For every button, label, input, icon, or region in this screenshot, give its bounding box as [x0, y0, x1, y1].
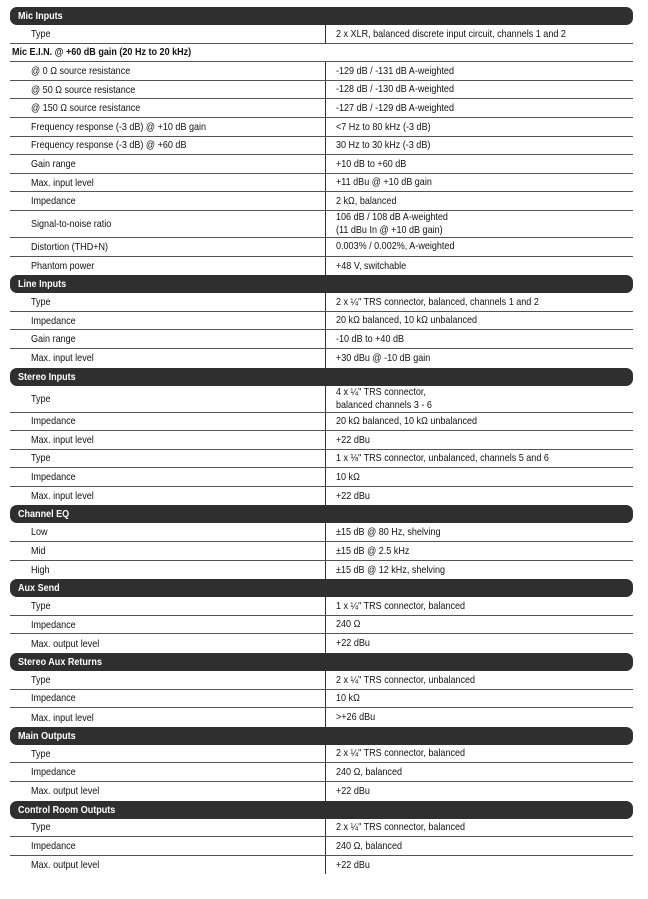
spec-value [325, 856, 633, 875]
spec-label [10, 81, 325, 99]
spec-value-text: 1 x ⅛" TRS connector, unbalanced, channels 5 and 6 [336, 452, 549, 465]
spec-row [10, 745, 633, 764]
spec-label-text: Frequency response (-3 dB) @ +10 dB gain [31, 120, 207, 133]
spec-label [10, 634, 325, 653]
spec-row [10, 634, 633, 653]
spec-label-text: Impedance [31, 766, 76, 779]
spec-row [10, 708, 633, 727]
spec-label-text: Max. input level [31, 176, 94, 189]
spec-row [10, 312, 633, 331]
spec-value [325, 386, 633, 412]
spec-row [10, 671, 633, 690]
spec-value-line: 4 x ¼" TRS connector, [336, 386, 426, 398]
spec-value-text: 2 x ¼" TRS connector, unbalanced [336, 673, 476, 686]
spec-label-text: Mid [31, 544, 46, 557]
spec-value [325, 238, 633, 256]
section-header [10, 275, 633, 293]
section-header [10, 7, 633, 25]
spec-row [10, 257, 633, 276]
spec-label [10, 837, 325, 855]
section-header [10, 579, 633, 597]
spec-value [325, 763, 633, 781]
spec-row [10, 211, 633, 238]
spec-value-text: +22 dBu [336, 785, 370, 798]
spec-label [10, 523, 325, 541]
spec-value [325, 349, 633, 368]
spec-value [325, 782, 633, 801]
spec-row [10, 763, 633, 782]
spec-value-text: 20 kΩ balanced, 10 kΩ unbalanced [336, 314, 478, 327]
spec-label-text: Type [31, 673, 51, 686]
section-title: Control Room Outputs [18, 803, 116, 816]
spec-value [325, 468, 633, 486]
spec-label [10, 782, 325, 801]
spec-label-text: Type [31, 27, 51, 40]
spec-value-text: 240 Ω [336, 618, 361, 631]
spec-value-text: +10 dB to +60 dB [336, 157, 407, 170]
spec-value [325, 431, 633, 449]
spec-row [10, 597, 633, 616]
spec-label-text: Impedance [31, 618, 76, 631]
spec-value-text: 240 Ω, balanced [336, 765, 403, 778]
spec-label [10, 561, 325, 580]
spec-label [10, 468, 325, 486]
section-title: Channel EQ [18, 508, 70, 521]
spec-value [325, 118, 633, 136]
spec-value [325, 616, 633, 634]
spec-section [10, 653, 633, 727]
spec-value [325, 523, 633, 541]
section-header [10, 368, 633, 386]
spec-label [10, 690, 325, 708]
section-header [10, 505, 633, 523]
spec-value [325, 137, 633, 155]
spec-label-text: Low [31, 526, 48, 539]
spec-value [325, 819, 633, 837]
spec-label-text: Max. input level [31, 490, 94, 503]
spec-row [10, 431, 633, 450]
spec-label [10, 44, 325, 62]
section-title: Main Outputs [18, 729, 76, 742]
spec-label [10, 192, 325, 210]
spec-label [10, 487, 325, 506]
spec-label [10, 312, 325, 330]
spec-label [10, 745, 325, 763]
specifications-table [10, 7, 633, 874]
spec-label [10, 155, 325, 173]
spec-row [10, 349, 633, 368]
spec-row [10, 25, 633, 44]
spec-label-text: Type [31, 747, 51, 760]
spec-label-text: Gain range [31, 333, 76, 346]
spec-row [10, 819, 633, 838]
spec-value-text: 240 Ω, balanced [336, 839, 403, 852]
spec-label [10, 118, 325, 136]
spec-label [10, 763, 325, 781]
section-title: Line Inputs [18, 278, 67, 291]
section-header [10, 801, 633, 819]
spec-label [10, 238, 325, 256]
spec-value [325, 44, 633, 62]
spec-row [10, 81, 633, 100]
spec-label [10, 413, 325, 431]
spec-value-text: +48 V, switchable [336, 259, 407, 272]
spec-value-text: ±15 dB @ 2.5 kHz [336, 544, 410, 557]
spec-row [10, 62, 633, 81]
spec-label-text: Gain range [31, 157, 76, 170]
spec-row [10, 450, 633, 469]
spec-label [10, 708, 325, 727]
spec-label-text: Impedance [31, 471, 76, 484]
spec-row [10, 487, 633, 506]
spec-value-text: +22 dBu [336, 489, 370, 502]
spec-label [10, 99, 325, 117]
spec-label-text: @ 150 Ω source resistance [31, 102, 141, 115]
spec-label [10, 856, 325, 875]
spec-value-text: -127 dB / -129 dB A-weighted [336, 101, 454, 114]
spec-value [325, 837, 633, 855]
spec-label-text: Type [31, 600, 51, 613]
spec-value-text: +22 dBu [336, 433, 370, 446]
spec-value-line: (11 dBu In @ +10 dB gain) [336, 223, 443, 236]
spec-row [10, 330, 633, 349]
spec-section [10, 7, 633, 275]
spec-label [10, 25, 325, 43]
spec-value-text [336, 211, 448, 236]
spec-value [325, 174, 633, 192]
spec-value-text: >+26 dBu [336, 711, 376, 724]
spec-label-text: Impedance [31, 314, 76, 327]
spec-label [10, 386, 325, 412]
spec-label-text: Impedance [31, 195, 76, 208]
spec-value [325, 330, 633, 348]
spec-value [325, 690, 633, 708]
spec-value [325, 708, 633, 727]
spec-value [325, 257, 633, 276]
spec-label-text: Max. input level [31, 711, 94, 724]
spec-label-text: Max. input level [31, 433, 94, 446]
spec-value-text: 20 kΩ balanced, 10 kΩ unbalanced [336, 415, 478, 428]
spec-value [325, 25, 633, 43]
spec-section [10, 368, 633, 506]
spec-label [10, 450, 325, 468]
spec-label-text: Frequency response (-3 dB) @ +60 dB [31, 139, 187, 152]
section-header [10, 653, 633, 671]
spec-label [10, 211, 325, 237]
spec-row [10, 542, 633, 561]
section-header [10, 727, 633, 745]
spec-value-text: ±15 dB @ 80 Hz, shelving [336, 526, 441, 539]
spec-value-text: +22 dBu [336, 858, 370, 871]
spec-label-text: Impedance [31, 692, 76, 705]
spec-label [10, 819, 325, 837]
spec-label [10, 616, 325, 634]
spec-value-text: 0.003% / 0.002%, A-weighted [336, 240, 455, 253]
spec-label-text: Type [31, 295, 51, 308]
spec-label [10, 257, 325, 276]
spec-value [325, 671, 633, 689]
spec-value-text: -128 dB / -130 dB A-weighted [336, 83, 454, 96]
spec-label-text: Type [31, 821, 51, 834]
spec-label-text: Distortion (THD+N) [31, 240, 109, 253]
spec-value [325, 487, 633, 506]
spec-label-text: Signal-to-noise ratio [31, 217, 112, 230]
spec-label [10, 330, 325, 348]
spec-value-text: +30 dBu @ -10 dB gain [336, 351, 431, 364]
spec-value-text: 2 x ¼" TRS connector, balanced [336, 747, 466, 760]
spec-label [10, 174, 325, 192]
spec-row [10, 690, 633, 709]
spec-value [325, 634, 633, 653]
spec-value [325, 81, 633, 99]
spec-label-text: Max. output level [31, 637, 100, 650]
spec-label [10, 542, 325, 560]
spec-value [325, 99, 633, 117]
spec-label [10, 349, 325, 368]
section-title: Mic Inputs [18, 10, 63, 22]
spec-row [10, 174, 633, 193]
spec-value-text: +11 dBu @ +10 dB gain [336, 176, 432, 189]
spec-value-text: 2 kΩ, balanced [336, 194, 397, 207]
spec-value-text: 2 x ¼" TRS connector, balanced, channels 1 and 2 [336, 295, 539, 308]
spec-row [10, 137, 633, 156]
spec-value [325, 450, 633, 468]
spec-value-text: 2 x ¼" TRS connector, balanced [336, 821, 466, 834]
spec-label-text: Impedance [31, 415, 76, 428]
spec-value-line: balanced channels 3 - 6 [336, 398, 432, 411]
spec-label [10, 431, 325, 449]
spec-label [10, 62, 325, 80]
spec-value [325, 155, 633, 173]
spec-section [10, 275, 633, 367]
spec-row [10, 561, 633, 580]
spec-value [325, 293, 633, 311]
spec-row [10, 192, 633, 211]
spec-label [10, 671, 325, 689]
spec-label-text: High [31, 563, 50, 576]
spec-row [10, 856, 633, 875]
spec-label-text: @ 50 Ω source resistance [31, 83, 136, 96]
spec-label-text: Phantom power [31, 259, 95, 272]
spec-label-text: Max. output level [31, 859, 100, 872]
spec-section [10, 801, 633, 875]
spec-subheader-row [10, 44, 633, 63]
spec-value-text: 1 x ¼" TRS connector, balanced [336, 599, 466, 612]
spec-value-text: +22 dBu [336, 637, 370, 650]
spec-label-text: Max. input level [31, 352, 94, 365]
spec-row [10, 155, 633, 174]
spec-section [10, 505, 633, 579]
spec-value-text [336, 386, 432, 411]
spec-value [325, 597, 633, 615]
spec-label-text: Max. output level [31, 785, 100, 798]
spec-value-text: 30 Hz to 30 kHz (-3 dB) [336, 139, 431, 152]
spec-label-text: Type [31, 392, 51, 405]
spec-label-text: Impedance [31, 839, 76, 852]
spec-row [10, 386, 633, 413]
section-title: Stereo Aux Returns [18, 656, 102, 669]
section-title: Aux Send [18, 582, 60, 595]
spec-label-text: @ 0 Ω source resistance [31, 64, 131, 77]
spec-row [10, 293, 633, 312]
spec-label-text: Type [31, 452, 51, 465]
spec-label [10, 293, 325, 311]
spec-section [10, 727, 633, 801]
spec-value-text: ±15 dB @ 12 kHz, shelving [336, 563, 445, 576]
spec-value [325, 62, 633, 80]
spec-label-text: Mic E.I.N. @ +60 dB gain (20 Hz to 20 kHz) [12, 46, 192, 59]
spec-value-text: <7 Hz to 80 kHz (-3 dB) [336, 120, 431, 133]
spec-row [10, 99, 633, 118]
spec-value [325, 542, 633, 560]
spec-value [325, 745, 633, 763]
spec-row [10, 523, 633, 542]
spec-row [10, 413, 633, 432]
spec-value-text: 10 kΩ [336, 470, 360, 483]
spec-value-text: 10 kΩ [336, 692, 360, 705]
spec-value-text: -10 dB to +40 dB [336, 332, 405, 345]
spec-row [10, 837, 633, 856]
spec-row [10, 468, 633, 487]
spec-value [325, 192, 633, 210]
spec-value [325, 413, 633, 431]
spec-value [325, 312, 633, 330]
spec-value [325, 561, 633, 580]
spec-section [10, 579, 633, 653]
spec-value-line: 106 dB / 108 dB A-weighted [336, 211, 448, 224]
spec-row [10, 118, 633, 137]
spec-value-text: -129 dB / -131 dB A-weighted [336, 64, 454, 77]
spec-row [10, 616, 633, 635]
spec-value-text: 2 x XLR, balanced discrete input circuit, channels 1 and 2 [336, 27, 566, 40]
spec-row [10, 782, 633, 801]
spec-row [10, 238, 633, 257]
section-title: Stereo Inputs [18, 370, 76, 383]
spec-label [10, 597, 325, 615]
spec-label [10, 137, 325, 155]
spec-value [325, 211, 633, 237]
